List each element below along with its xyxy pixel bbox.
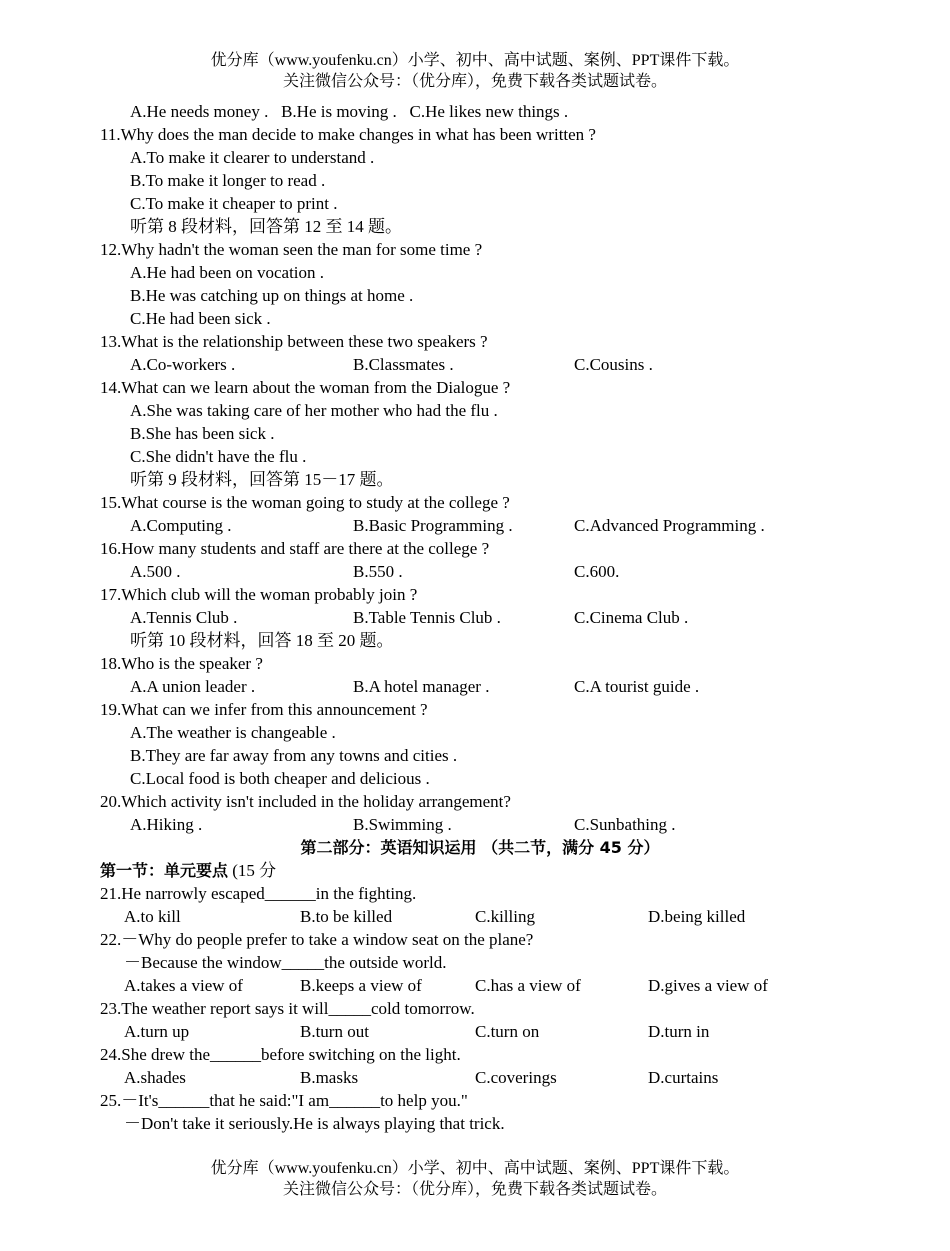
q16-stem: 16.How many students and staff are there at the college ? [100, 539, 490, 558]
q24-stem: 24.She drew the______before switching on the light. [100, 1045, 461, 1064]
q13-stem: 13.What is the relationship between these two speakers ? [100, 332, 488, 351]
q23-options [100, 1020, 860, 1043]
q20-option-b: B.Swimming . [353, 815, 452, 834]
q18-option-c: C.A tourist guide . [574, 677, 700, 696]
q24-option-a: A.shades [124, 1068, 186, 1087]
q14-option-a: A.She was taking care of her mother who had the flu . [130, 401, 498, 420]
q11-option-c: C.To make it cheaper to print . [130, 194, 338, 213]
q12-option-b: B.He was catching up on things at home . [130, 286, 414, 305]
q21-stem: 21.He narrowly escaped______in the fighting. [100, 884, 417, 903]
q22-stem-2: －Because the window_____the outside world. [124, 953, 447, 972]
section-1-score: (15 分 [232, 861, 277, 880]
q12-option-c: C.He had been sick . [130, 309, 271, 328]
q22-option-a: A.takes a view of [124, 976, 243, 995]
q21-option-d: D.being killed [648, 907, 746, 926]
q14-option-c: C.She didn't have the flu . [130, 447, 307, 466]
q20-options [100, 813, 860, 836]
q25-stem: 25.－It's______that he said:"I am______to help you." [100, 1091, 468, 1110]
q17-stem: 17.Which club will the woman probably join ? [100, 585, 418, 604]
page-footer [0, 1158, 950, 1200]
q13-option-a: A.Co-workers . [130, 355, 236, 374]
instruction-8: 听第 8 段材料，回答第 12 至 14 题。 [130, 217, 402, 236]
q16-options [100, 560, 860, 583]
q15-option-a: A.Computing . [130, 516, 232, 535]
q21-option-a: A.to kill [124, 907, 181, 926]
q24-option-b: B.masks [300, 1068, 359, 1087]
instruction-10: 听第 10 段材料，回答 18 至 20 题。 [130, 631, 394, 650]
q17-options [100, 606, 860, 629]
q15-stem: 15.What course is the woman going to study at the college ? [100, 493, 510, 512]
q19-option-c: C.Local food is both cheaper and delicious . [130, 769, 430, 788]
q18-option-b: B.A hotel manager . [353, 677, 490, 696]
instruction-9: 听第 9 段材料，回答第 15－17 题。 [130, 470, 394, 489]
q25-stem-2: －Don't take it seriously.He is always playing that trick. [124, 1114, 505, 1133]
page-header [0, 50, 950, 92]
q21-option-c: C.killing [475, 907, 535, 926]
q16-option-a: A.500 . [130, 562, 181, 581]
q18-stem: 18.Who is the speaker ? [100, 654, 263, 673]
section-1-title: 第一节：单元要点 [100, 861, 229, 880]
q17-option-c: C.Cinema Club . [574, 608, 689, 627]
q13-option-b: B.Classmates . [353, 355, 454, 374]
q11-option-b: B.To make it longer to read . [130, 171, 326, 190]
section-1-heading [100, 859, 860, 882]
q14-stem: 14.What can we learn about the woman from the Dialogue ? [100, 378, 511, 397]
header-line-2: 关注微信公众号：（优分库），免费下载各类试题试卷。 [282, 73, 667, 90]
q24-option-c: C.coverings [475, 1068, 557, 1087]
exam-content [100, 100, 860, 1135]
q10-options: A.He needs money . B.He is moving . C.He likes new things . [130, 102, 569, 121]
footer-line-1: 优分库（www.youfenku.cn）小学、初中、高中试题、案例、PPT课件下载。 [210, 1160, 740, 1177]
q19-stem: 19.What can we infer from this announcement ? [100, 700, 428, 719]
q17-option-a: A.Tennis Club . [130, 608, 238, 627]
q23-option-d: D.turn in [648, 1022, 710, 1041]
q18-option-a: A.A union leader . [130, 677, 256, 696]
q22-option-c: C.has a view of [475, 976, 581, 995]
q15-option-c: C.Advanced Programming . [574, 516, 765, 535]
q24-option-d: D.curtains [648, 1068, 719, 1087]
q19-option-b: B.They are far away from any towns and cities . [130, 746, 458, 765]
q11-stem: 11.Why does the man decide to make changes in what has been written ? [100, 125, 596, 144]
q23-stem: 23.The weather report says it will_____cold tomorrow. [100, 999, 475, 1018]
q22-stem: 22.－Why do people prefer to take a window seat on the plane? [100, 930, 534, 949]
q23-option-c: C.turn on [475, 1022, 540, 1041]
q18-options [100, 675, 860, 698]
q12-stem: 12.Why hadn't the woman seen the man for some time ? [100, 240, 483, 259]
q20-option-a: A.Hiking . [130, 815, 203, 834]
q24-options [100, 1066, 860, 1089]
q22-option-d: D.gives a view of [648, 976, 768, 995]
q16-option-c: C.600. [574, 562, 620, 581]
q19-option-a: A.The weather is changeable . [130, 723, 336, 742]
q20-stem: 20.Which activity isn't included in the holiday arrangement? [100, 792, 511, 811]
q14-option-b: B.She has been sick . [130, 424, 275, 443]
q16-option-b: B.550 . [353, 562, 403, 581]
q20-option-c: C.Sunbathing . [574, 815, 676, 834]
q11-option-a: A.To make it clearer to understand . [130, 148, 375, 167]
header-line-1: 优分库（www.youfenku.cn）小学、初中、高中试题、案例、PPT课件下载。 [210, 52, 740, 69]
q21-option-b: B.to be killed [300, 907, 393, 926]
q22-option-b: B.keeps a view of [300, 976, 422, 995]
q23-option-b: B.turn out [300, 1022, 369, 1041]
q21-options [100, 905, 860, 928]
q23-option-a: A.turn up [124, 1022, 190, 1041]
q12-option-a: A.He had been on vocation . [130, 263, 325, 282]
q13-option-c: C.Cousins . [574, 355, 653, 374]
q13-options [100, 353, 860, 376]
q15-options [100, 514, 860, 537]
q15-option-b: B.Basic Programming . [353, 516, 513, 535]
q22-options [100, 974, 860, 997]
q17-option-b: B.Table Tennis Club . [353, 608, 501, 627]
footer-line-2: 关注微信公众号：（优分库），免费下载各类试题试卷。 [282, 1181, 667, 1198]
part-2-title: 第二部分：英语知识运用 （共二节，满分 45 分） [300, 838, 660, 857]
